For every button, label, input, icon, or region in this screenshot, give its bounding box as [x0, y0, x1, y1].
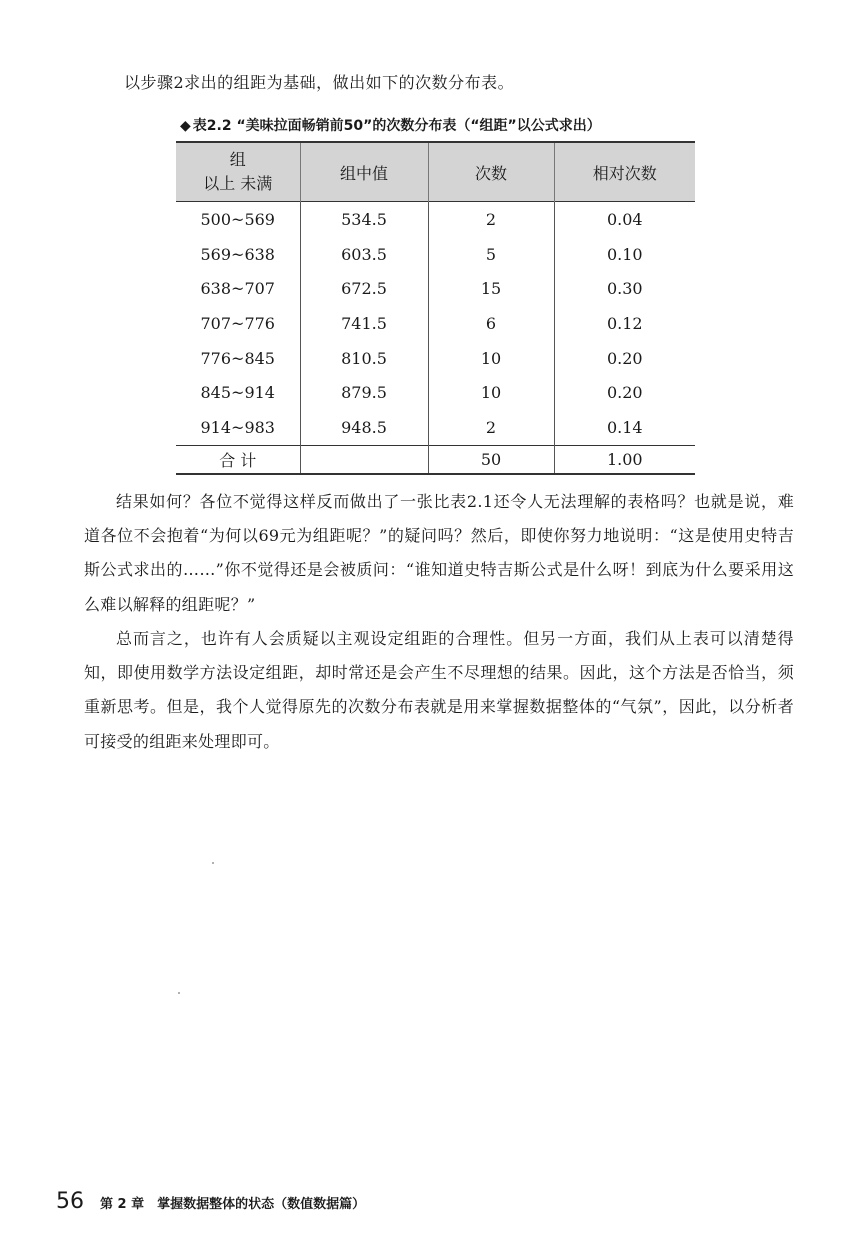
- group-cell: 914~983: [200, 417, 275, 437]
- relative-frequency-cell: 0.12: [554, 306, 695, 341]
- table-row: [176, 271, 695, 306]
- total-relative-frequency-cell: 1.00: [554, 445, 695, 474]
- group-header-line2: 以上 未满: [203, 174, 273, 193]
- frequency-cell: 6: [428, 306, 554, 341]
- total-frequency-cell: 50: [428, 445, 554, 474]
- relative-frequency-cell: 0.20: [554, 341, 695, 376]
- total-row: [176, 445, 695, 474]
- group-cell: 707~776: [200, 313, 275, 333]
- frequency-table: [176, 141, 695, 475]
- frequency-header: 次数: [428, 142, 554, 202]
- table-row: [176, 202, 695, 237]
- midpoint-cell: 879.5: [300, 375, 428, 410]
- chapter-title: 第 2 章 掌握数据整体的状态（数值数据篇）: [100, 1197, 366, 1212]
- frequency-cell: 2: [428, 202, 554, 237]
- table-caption: [180, 115, 601, 135]
- frequency-cell: 2: [428, 410, 554, 445]
- page-footer: [56, 1189, 365, 1214]
- total-label: 合 计: [219, 450, 257, 470]
- relative-frequency-cell: 0.30: [554, 271, 695, 306]
- midpoint-cell: 948.5: [300, 410, 428, 445]
- scan-speck: [212, 862, 214, 864]
- relative-frequency-cell: 0.20: [554, 375, 695, 410]
- midpoint-cell: 534.5: [300, 202, 428, 237]
- table-row: [176, 341, 695, 376]
- body-paragraph-2: 总而言之，也许有人会质疑以主观设定组距的合理性。但另一方面，我们从上表可以清楚得知，即使用数学方法设定组距，却时常还是会产生不尽理想的结果。因此，这个方法是否恰当，须重新思考。但是，我个人觉得原先的次数分布表就是用来掌握数据整体的“气氛”，因此，以分析者可接受的组距来处理即可。: [84, 629, 794, 751]
- relative-frequency-cell: 0.14: [554, 410, 695, 445]
- group-header-line1: 组: [229, 150, 246, 169]
- frequency-cell: 5: [428, 237, 554, 272]
- scan-speck: [178, 992, 180, 994]
- relative-frequency-cell: 0.04: [554, 202, 695, 237]
- table-caption-text: 表2.2 “美味拉面畅销前50”的次数分布表（“组距”以公式求出）: [192, 118, 601, 134]
- group-cell: 638~707: [200, 279, 275, 299]
- group-header: [176, 142, 300, 202]
- midpoint-cell: 603.5: [300, 237, 428, 272]
- diamond-marker-icon: ◆: [180, 118, 191, 134]
- intro-text: 以步骤2求出的组距为基础，做出如下的次数分布表。: [124, 73, 515, 92]
- table-row: [176, 375, 695, 410]
- group-cell: 845~914: [200, 383, 275, 403]
- midpoint-cell: 810.5: [300, 341, 428, 376]
- page-number: 56: [56, 1189, 84, 1214]
- midpoint-header: 组中值: [300, 142, 428, 202]
- total-midpoint-cell: [300, 445, 428, 474]
- group-cell: 569~638: [200, 244, 275, 264]
- midpoint-cell: 741.5: [300, 306, 428, 341]
- relative-frequency-header: 相对次数: [554, 142, 695, 202]
- frequency-cell: 10: [428, 375, 554, 410]
- table-row: [176, 410, 695, 445]
- table-row: [176, 306, 695, 341]
- table-header-row: [176, 142, 695, 202]
- group-cell: 776~845: [200, 348, 275, 368]
- frequency-cell: 10: [428, 341, 554, 376]
- frequency-cell: 15: [428, 271, 554, 306]
- midpoint-cell: 672.5: [300, 271, 428, 306]
- group-cell: 500~569: [200, 209, 275, 229]
- body-paragraph-1: 结果如何？各位不觉得这样反而做出了一张比表2.1还令人无法理解的表格吗？也就是说，难道各位不会抱着“为何以69元为组距呢？”的疑问吗？然后，即使你努力地说明：“这是使用史特吉斯公式求出的……”你不觉得还是会被质问：“谁知道史特吉斯公式是什么呀！到底为什么要采用这么难以解释的组距呢？”: [84, 492, 794, 614]
- table-row: [176, 237, 695, 272]
- relative-frequency-cell: 0.10: [554, 237, 695, 272]
